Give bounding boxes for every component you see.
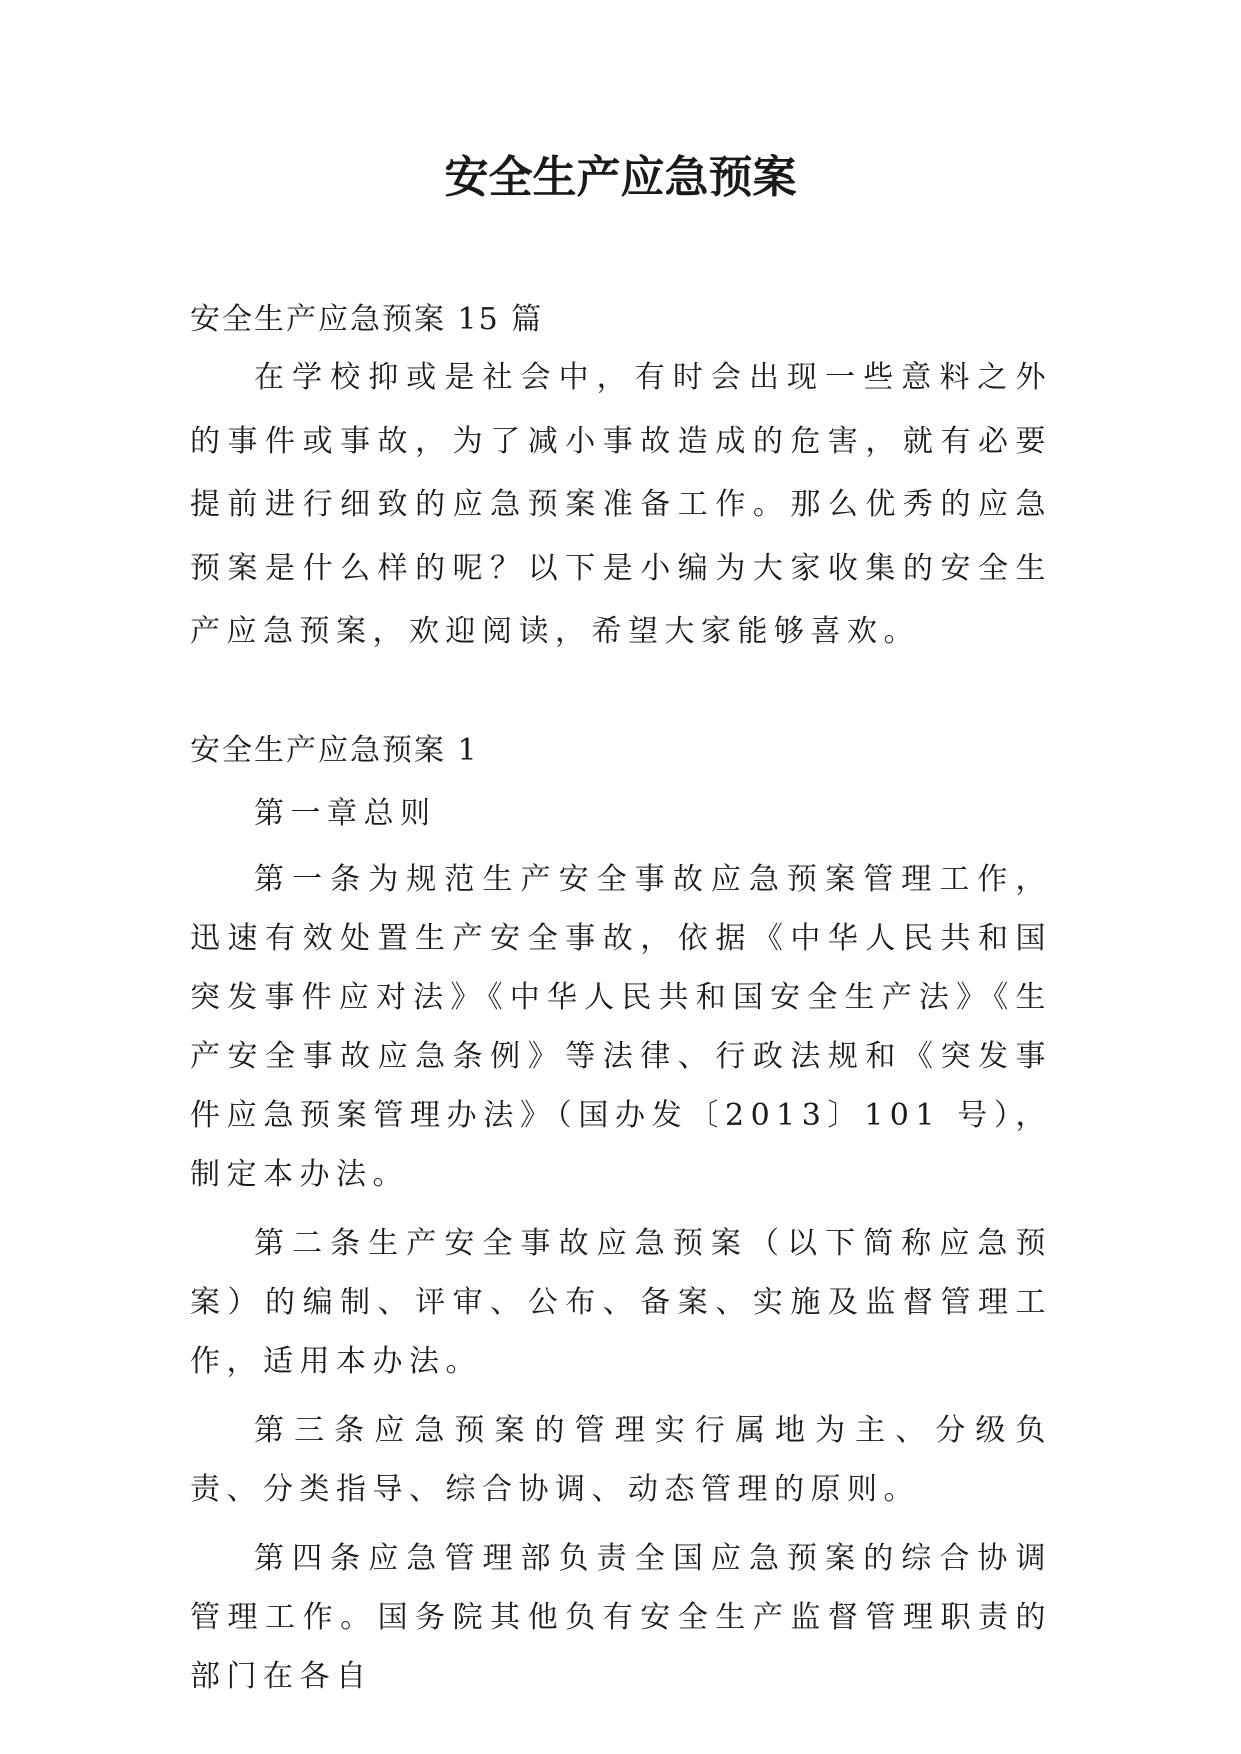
article-4: 第四条应急管理部负责全国应急预案的综合协调管理工作。国务院其他负有安全生产监督管理职责的部门在各自 bbox=[190, 1541, 1052, 1694]
article-2: 第二条生产安全事故应急预案（以下简称应急预案）的编制、评审、公布、备案、实施及监督管理工作，适用本办法。 bbox=[190, 1226, 1052, 1379]
chapter-heading: 第一章总则 bbox=[254, 796, 437, 831]
intro-paragraph: 在学校抑或是社会中，有时会出现一些意料之外的事件或事故，为了减小事故造成的危害，就有必要提前进行细致的应急预案准备工作。那么优秀的应急预案是什么样的呢？以下是小编为大家收集的安全生产应急预案，欢迎阅读，希望大家能够喜欢。 bbox=[190, 360, 1052, 649]
document-subtitle: 安全生产应急预案 15 篇 bbox=[190, 302, 544, 337]
article-3: 第三条应急预案的管理实行属地为主、分级负责、分类指导、综合协调、动态管理的原则。 bbox=[190, 1413, 1052, 1507]
section-heading: 安全生产应急预案 1 bbox=[190, 733, 479, 768]
article-1: 第一条为规范生产安全事故应急预案管理工作，迅速有效处置生产安全事故，依据《中华人民共和国突发事件应对法》《中华人民共和国安全生产法》《生产安全事故应急条例》等法律、行政法规和《突发事件应急预案管理办法》（国办发〔2013〕101 号），制定本办法。 bbox=[190, 862, 1052, 1192]
document-title: 安全生产应急预案 bbox=[444, 152, 797, 203]
section-1 bbox=[190, 722, 1052, 1716]
